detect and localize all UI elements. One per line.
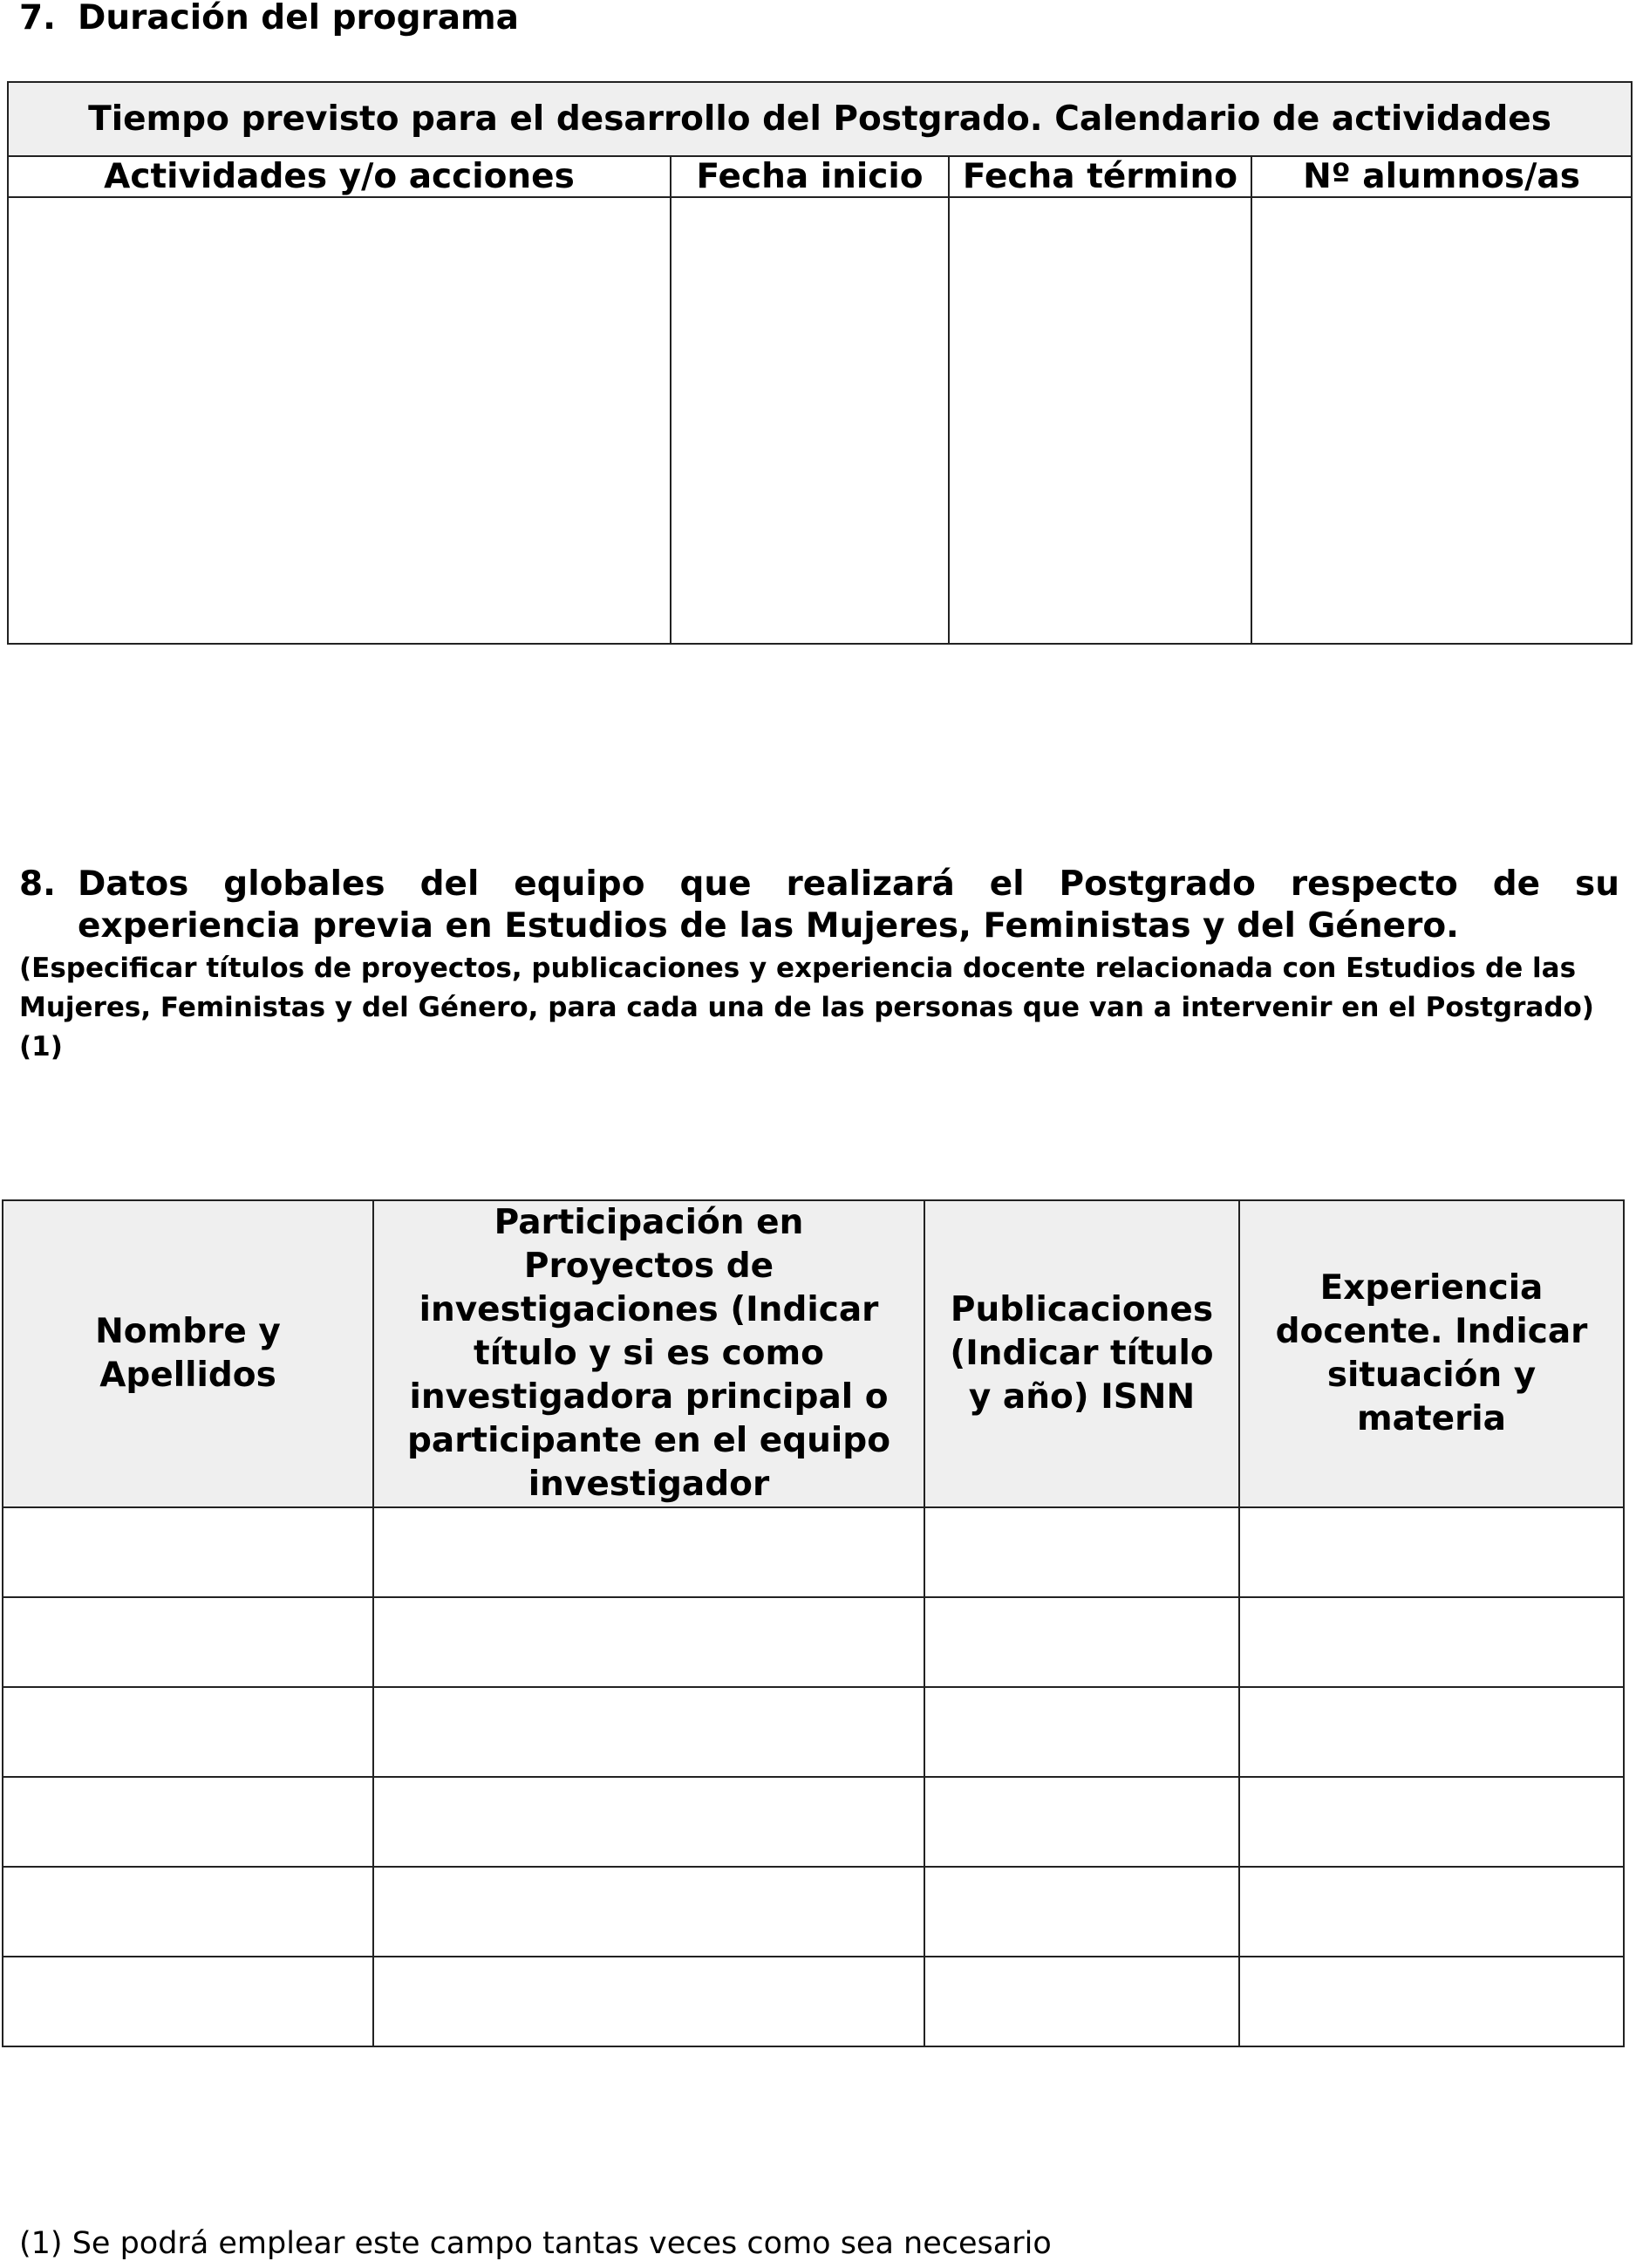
column-header: Nº alumnos/as [1251,156,1632,197]
team-table-row [3,1777,1624,1867]
publications-cell[interactable] [924,1687,1239,1777]
name-cell[interactable] [3,1507,373,1597]
column-header: Participación en Proyectos de investigaciones (Indicar título y si es como investigadora principal o participante en el equipo investigador [373,1200,924,1507]
team-table-row [3,1597,1624,1687]
footnote: (1) Se podrá emplear este campo tantas veces como sea necesario [19,2226,1052,2261]
column-header: Fecha inicio [671,156,949,197]
section-title: Datos globales del equipo que realizará el Postgrado respecto de su experiencia previa en Estudios de las Mujeres, Feministas y del Género. [78,864,1619,946]
name-cell[interactable] [3,1597,373,1687]
section-8-heading [19,864,1619,947]
teaching-cell[interactable] [1239,1507,1624,1597]
name-cell[interactable] [3,1867,373,1957]
name-cell[interactable] [3,1687,373,1777]
column-header: Fecha término [949,156,1251,197]
section-8-note: (Especificar títulos de proyectos, publicaciones y experiencia docente relacionada con Estudios de las Mujeres, Feministas y del Género, para cada una de las personas que van a intervenir en el Postgrado) (1) [19,953,1594,1062]
activities-cell[interactable] [8,197,671,644]
team-table-row [3,1687,1624,1777]
section-title: Duración del programa [78,0,519,38]
start-date-cell[interactable] [671,197,949,644]
calendar-entry-row [8,197,1632,644]
publications-cell[interactable] [924,1957,1239,2046]
section-number: 7. [19,0,56,38]
projects-cell[interactable] [373,1957,924,2046]
column-header: Publicaciones (Indicar título y año) ISNN [924,1200,1239,1507]
publications-cell[interactable] [924,1867,1239,1957]
column-header: Nombre y Apellidos [3,1200,373,1507]
projects-cell[interactable] [373,1687,924,1777]
section-number: 8. [19,864,56,904]
team-table-row [3,1867,1624,1957]
team-table [2,1199,1625,2047]
calendar-table [7,81,1633,645]
teaching-cell[interactable] [1239,1777,1624,1867]
column-header: Actividades y/o acciones [8,156,671,197]
projects-cell[interactable] [373,1867,924,1957]
publications-cell[interactable] [924,1597,1239,1687]
end-date-cell[interactable] [949,197,1251,644]
publications-cell[interactable] [924,1507,1239,1597]
name-cell[interactable] [3,1777,373,1867]
teaching-cell[interactable] [1239,1687,1624,1777]
section-7-heading [19,0,1615,39]
column-header: Experiencia docente. Indicar situación y materia [1239,1200,1624,1507]
team-header-row [3,1200,1624,1507]
teaching-cell[interactable] [1239,1867,1624,1957]
team-table-row [3,1957,1624,2046]
name-cell[interactable] [3,1957,373,2046]
calendar-header-row [8,156,1632,197]
projects-cell[interactable] [373,1597,924,1687]
calendar-title-row [8,82,1632,156]
teaching-cell[interactable] [1239,1597,1624,1687]
teaching-cell[interactable] [1239,1957,1624,2046]
students-count-cell[interactable] [1251,197,1632,644]
calendar-table-title: Tiempo previsto para el desarrollo del Postgrado. Calendario de actividades [8,82,1632,156]
team-table-row [3,1507,1624,1597]
projects-cell[interactable] [373,1507,924,1597]
publications-cell[interactable] [924,1777,1239,1867]
projects-cell[interactable] [373,1777,924,1867]
